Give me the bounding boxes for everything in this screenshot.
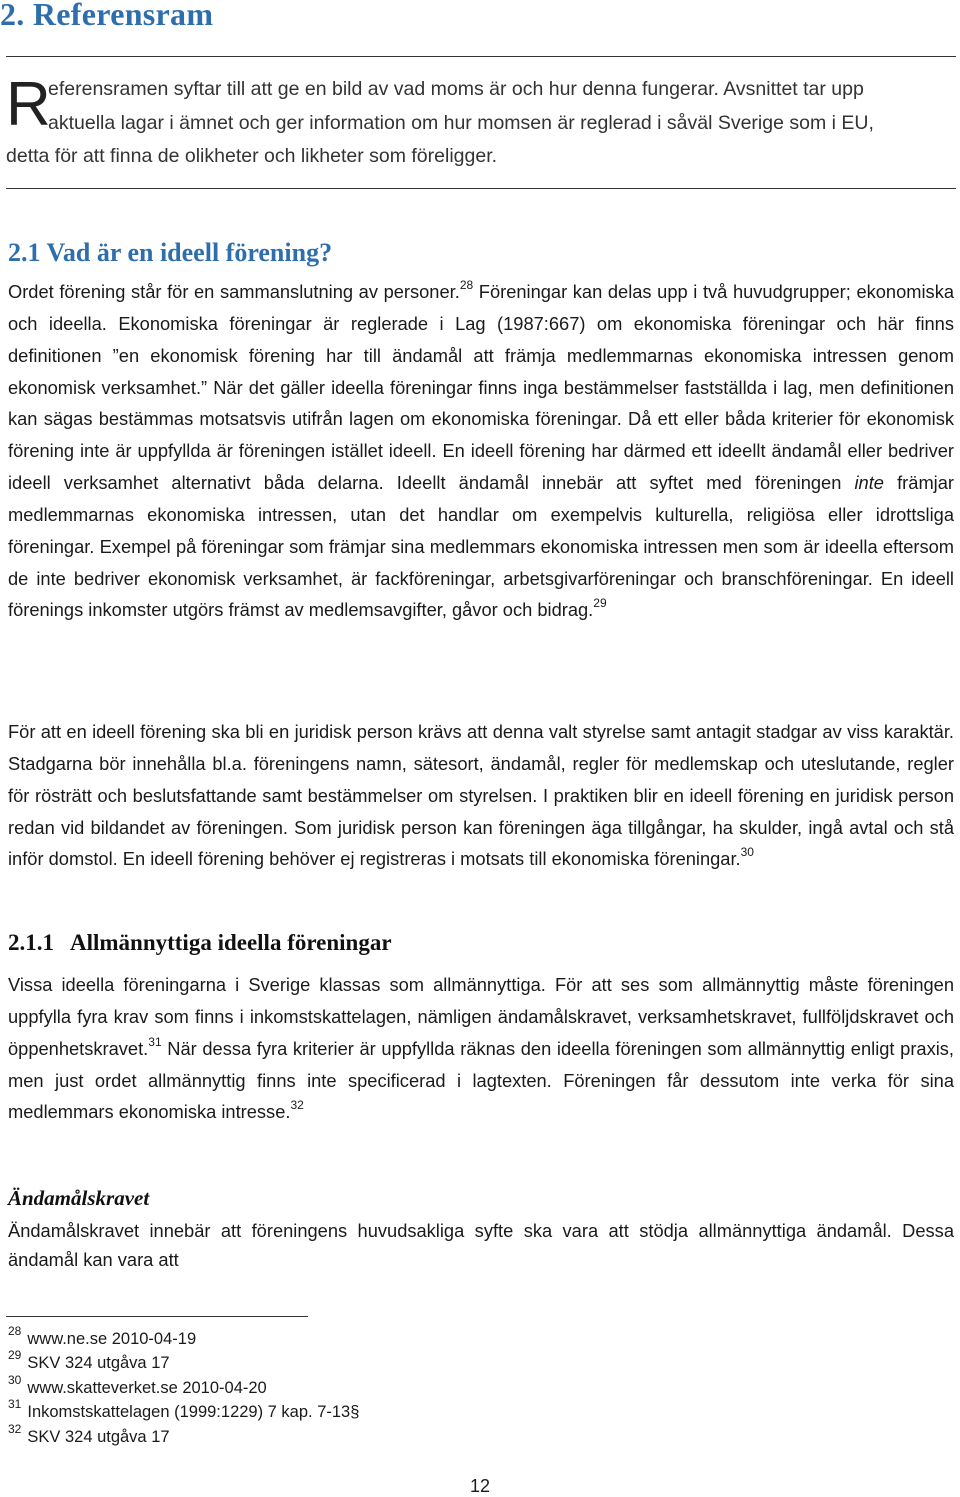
- footnote: $^{29}$ SKV 324 utgåva 17: [8, 1348, 170, 1373]
- subsection-heading: 2.1.1 Allmännyttiga ideella föreningar: [8, 930, 392, 955]
- body-paragraph: För att en ideell förening ska bli en juridisk person krävs att denna valt styrelse samt antagit stadgar av viss karaktär. Stadgarna bör innehålla bl.a. föreningens namn, sätesort, ändamål, regler för medlemskap och uteslutande, regler för rösträtt och beslutsfattande samt bestämmelser om styrelsen. I praktiken blir en ideell förening en juridisk person redan vid bildandet av föreningen. Som juridisk person kan föreningen äga tillgångar, ha skulder, ingå avtal och stå inför domstol. En ideell förening behöver ej registreras i motsats till ekonomiska föreningar.$^{30}$: [8, 721, 954, 870]
- page-number: 12: [469, 1476, 491, 1496]
- footnote-ref[interactable]: 29: [593, 596, 607, 611]
- body-paragraph: Ändamålskravet innebär att föreningens huvudsakliga syfte ska vara att stödja allmännyttiga ändamål. Dessa ändamål kan vara att: [8, 1220, 954, 1270]
- footnote-ref[interactable]: 28: [459, 277, 474, 292]
- footnote-ref[interactable]: 31: [148, 1034, 162, 1049]
- drop-cap: R: [6, 70, 51, 139]
- intro-line: aktuella lagar i ämnet och ger information om hur momsen är reglerad i såväl Sverige som i EU,: [48, 112, 874, 134]
- footnote-ref[interactable]: 32: [290, 1098, 304, 1113]
- footnote: $^{28}$ www.ne.se 2010-04-19: [8, 1324, 197, 1348]
- footnote-separator: [6, 1316, 308, 1317]
- intro-line: detta för att finna de olikheter och likheter som föreligger.: [6, 145, 498, 167]
- section-heading: 2.1 Vad är en ideell förening?: [8, 238, 333, 267]
- body-paragraph: Ordet förening står för en sammanslutning av personer.$^{28}$ Föreningar kan delas upp i två huvudgrupper; ekonomiska och ideella. Ekonomiska föreningar är reglerade i Lag (1987:667) om ekonomiska föreningar och här finns definitionen ”en ekonomisk förening har till ändamål att främja medlemmarnas ekonomiska intressen genom ekonomisk verksamhet.” När det gäller ideella föreningar finns inga bestämmelser fastställda i lag, men definitionen kan sägas bestämmas motsatsvis utifrån lagen om ekonomiska föreningar. Då ett eller båda kriterier för ekonomisk förening inte är uppfyllda är föreningen istället ideell. En ideell förening har därmed ett ideellt ändamål eller bedriver ideell verksamhet alternativt båda delarna. Ideellt ändamål innebär att syftet med föreningen inte främjar medlemmarnas ekonomiska intressen, utan det handlar om exempelvis kulturella, religiösa eller idrottsliga föreningar. Exempel på föreningar som främjar sina medlemmars ekonomiska intressen men som är ideella eftersom de inte bedriver ekonomisk verksamhet, är fackföreningar, arbetsgivarföreningar och branschföreningar. En ideell förenings inkomster utgörs främst av medlemsavgifter, gåvor och bidrag.$^{29}$: [8, 277, 954, 621]
- footnote-list: [8, 1324, 360, 1452]
- intro-rule: [6, 188, 956, 189]
- body-paragraph: Vissa ideella föreningarna i Sverige klassas som allmännyttiga. För att ses som allmännyttig måste föreningen uppfylla fyra krav som finns i inkomstskattelagen, nämligen ändamålskravet, verksamhetskravet, fullföljdskravet och öppenhetskravet.$^{31}$ När dessa fyra kriterier är uppfyllda räknas den ideella föreningen som allmännyttig enligt praxis, men just ordet allmännyttig finns inte specificerad i lagtexten. Föreningen får dessutom inte verka för sina medlemmars ekonomiska intresse.$^{32}$: [8, 974, 954, 1123]
- heading-rule: [6, 56, 956, 57]
- intro-line: eferensramen syftar till att ge en bild av vad moms är och hur denna fungerar. Avsnittet tar upp: [48, 78, 864, 100]
- chapter-heading: 2. Referensram: [0, 0, 214, 32]
- footnote: $^{30}$ www.skatteverket.se 2010-04-20: [8, 1372, 267, 1397]
- footnote-ref[interactable]: 30: [740, 845, 754, 860]
- minor-heading: Ändamålskravet: [8, 1186, 150, 1210]
- footnote: $^{32}$ SKV 324 utgåva 17: [8, 1421, 170, 1446]
- emphasis: inte: [854, 472, 884, 494]
- footnote: $^{31}$ Inkomstskattelagen (1999:1229) 7 kap. 7-13§: [8, 1397, 360, 1422]
